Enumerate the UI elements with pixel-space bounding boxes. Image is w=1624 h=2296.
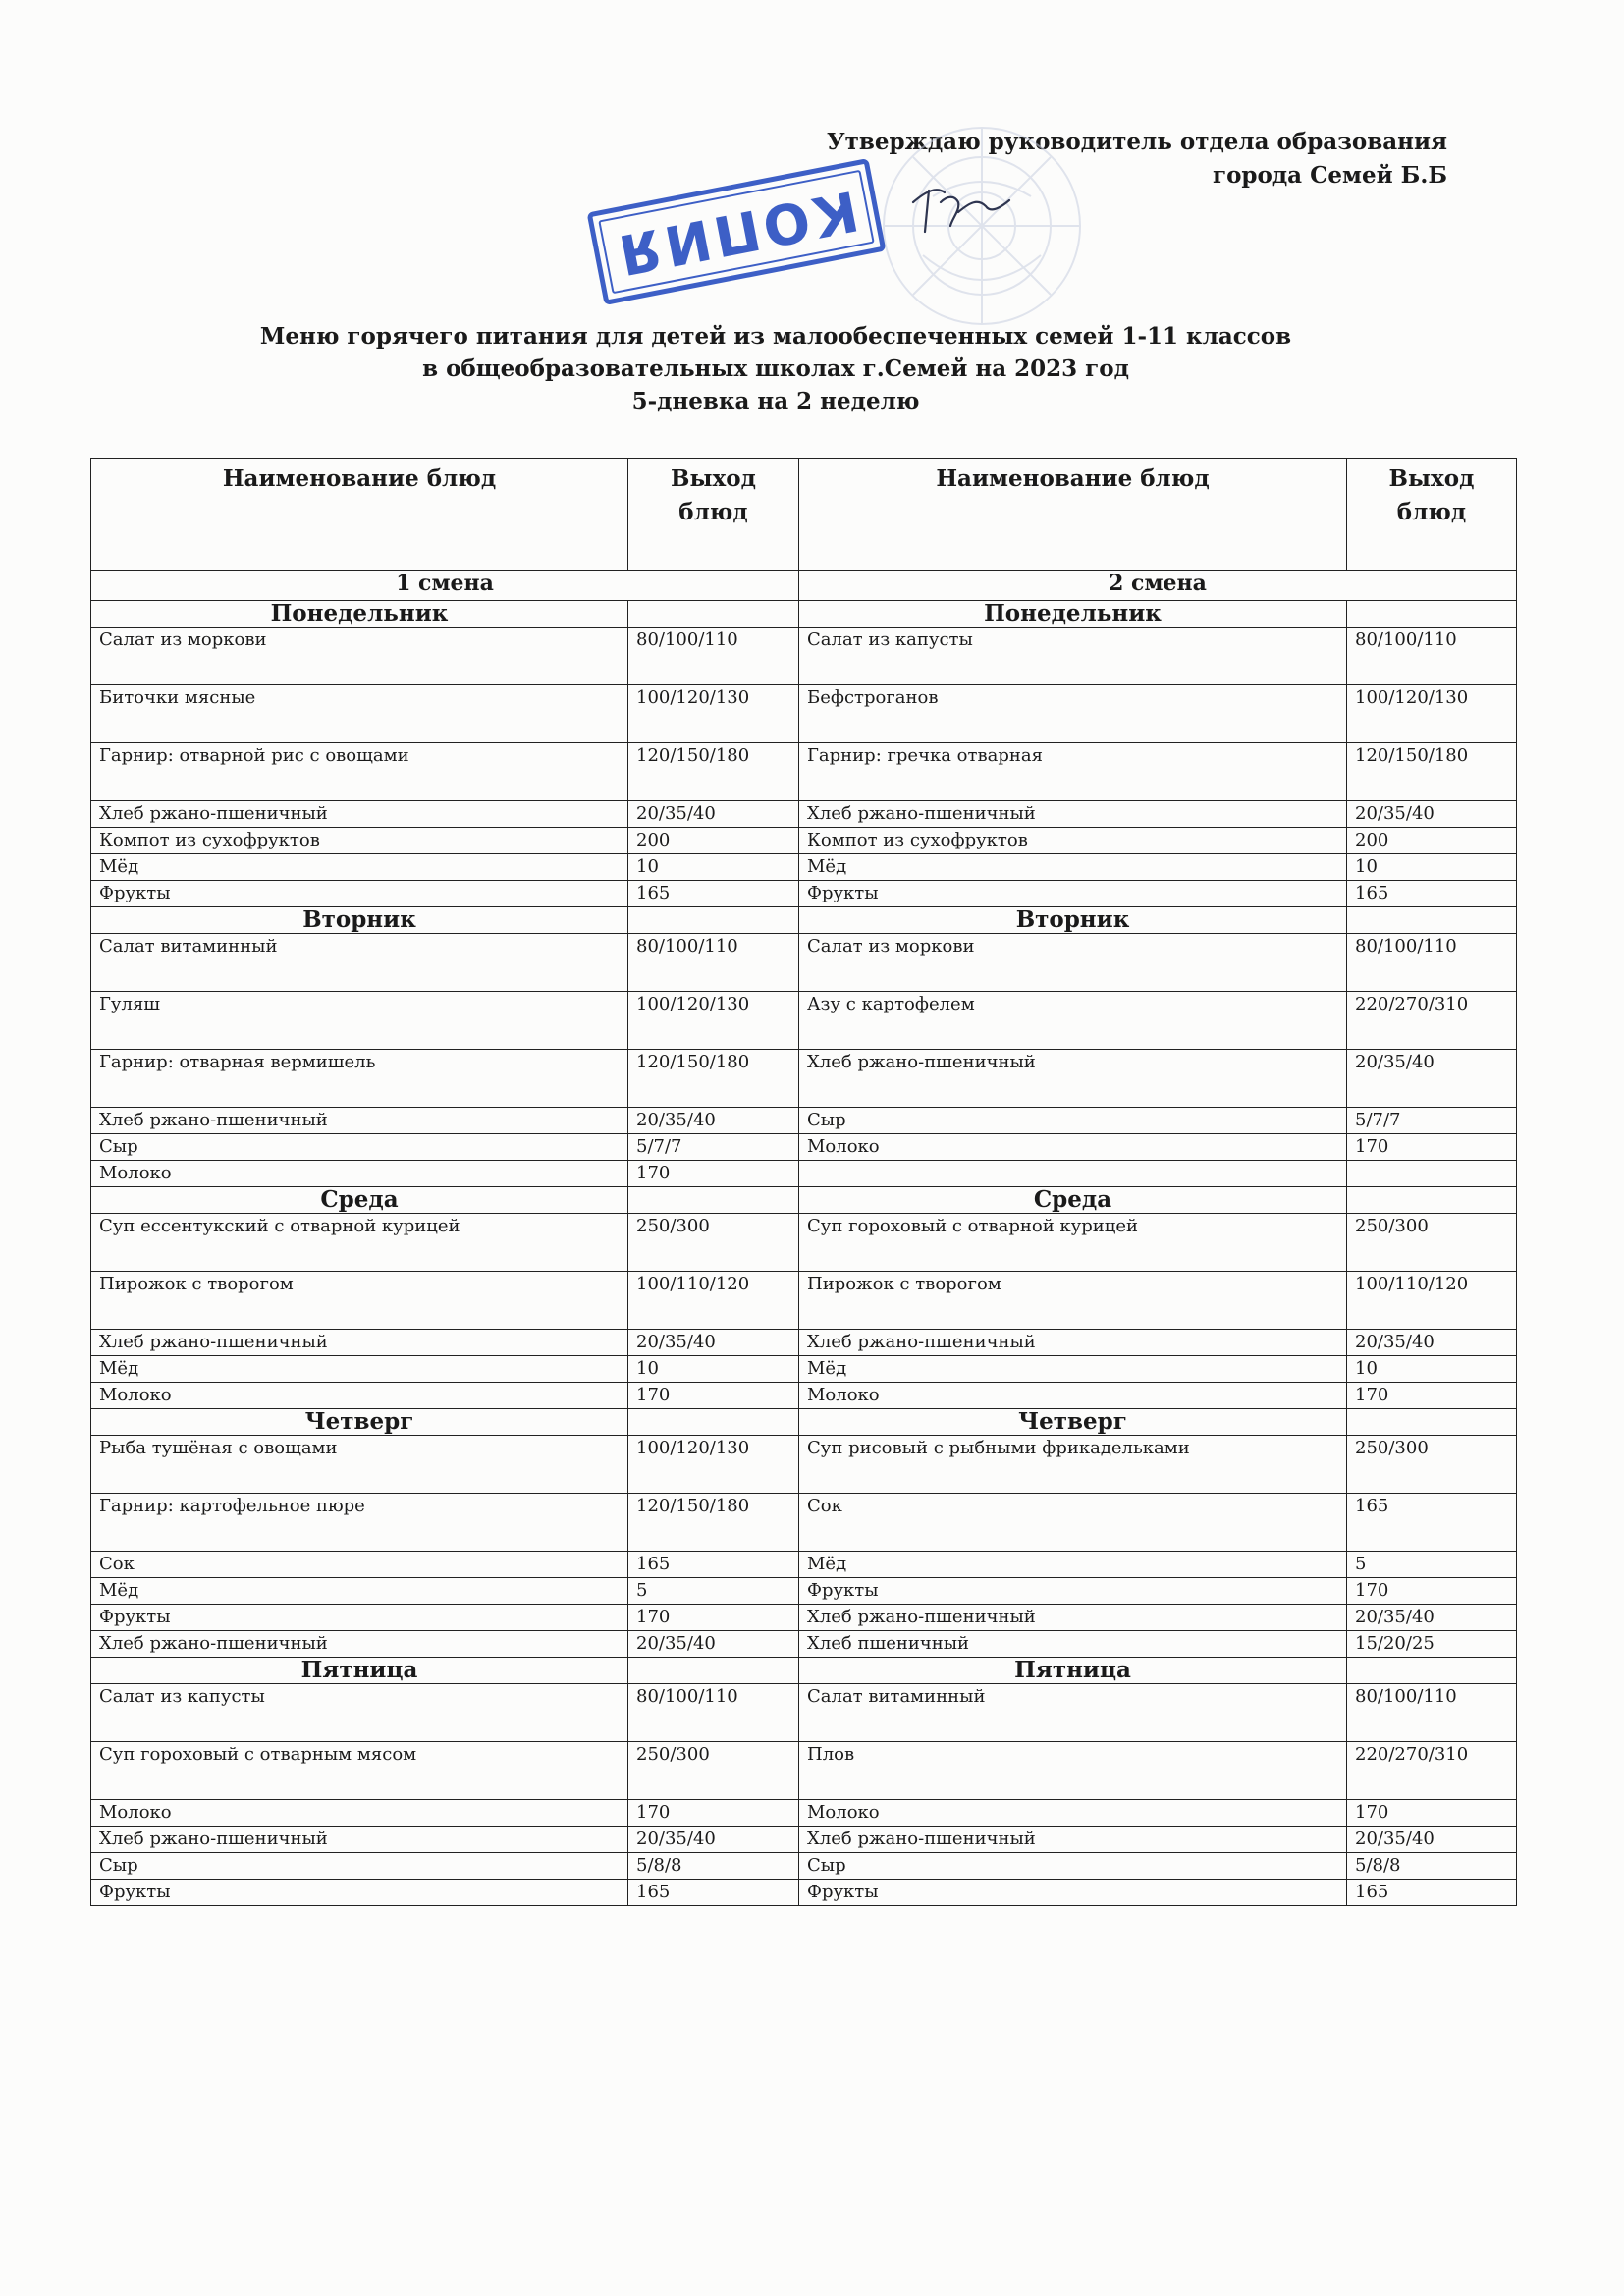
dish-yield-shift-2: 170 [1347, 1383, 1517, 1409]
dish-yield-shift-2: 80/100/110 [1347, 628, 1517, 685]
dish-yield-shift-1: 120/150/180 [628, 743, 799, 801]
table-row [91, 1631, 1517, 1658]
day-name-left: Среда [91, 1187, 628, 1214]
dish-name-shift-1: Хлеб ржано-пшеничный [91, 1330, 628, 1356]
dish-yield-shift-2: 250/300 [1347, 1214, 1517, 1272]
dish-name-shift-1: Салат витаминный [91, 934, 628, 992]
table-row [91, 1880, 1517, 1906]
dish-name-shift-1: Мёд [91, 1578, 628, 1605]
dish-name-shift-1: Фрукты [91, 1605, 628, 1631]
dish-yield-shift-2: 10 [1347, 854, 1517, 881]
dish-yield-shift-1: 5/8/8 [628, 1853, 799, 1880]
dish-name-shift-1: Суп ессентукский с отварной курицей [91, 1214, 628, 1272]
dish-yield-shift-1: 250/300 [628, 1214, 799, 1272]
dish-name-shift-2: Мёд [799, 1552, 1347, 1578]
table-row [91, 934, 1517, 992]
shift-row [91, 571, 1517, 601]
dish-name-shift-1: Хлеб ржано-пшеничный [91, 801, 628, 828]
dish-yield-shift-1: 80/100/110 [628, 934, 799, 992]
day-empty-cell [1347, 1409, 1517, 1436]
day-name-right: Пятница [799, 1658, 1347, 1684]
table-row [91, 1552, 1517, 1578]
dish-name-shift-2: Салат витаминный [799, 1684, 1347, 1742]
dish-yield-shift-1: 20/35/40 [628, 801, 799, 828]
dish-yield-shift-2: 10 [1347, 1356, 1517, 1383]
day-name-right: Четверг [799, 1409, 1347, 1436]
dish-name-shift-2: Гарнир: гречка отварная [799, 743, 1347, 801]
dish-yield-shift-1: 165 [628, 1880, 799, 1906]
day-empty-cell [1347, 601, 1517, 628]
dish-yield-shift-2: 80/100/110 [1347, 934, 1517, 992]
dish-yield-shift-2: 20/35/40 [1347, 1050, 1517, 1108]
dish-yield-shift-1: 100/110/120 [628, 1272, 799, 1330]
dish-yield-shift-1: 100/120/130 [628, 1436, 799, 1494]
table-row [91, 628, 1517, 685]
table-row [91, 1214, 1517, 1272]
table-row [91, 685, 1517, 743]
table-row [91, 854, 1517, 881]
dish-yield-shift-2: 100/120/130 [1347, 685, 1517, 743]
dish-yield-shift-1: 170 [628, 1383, 799, 1409]
dish-name-shift-1: Хлеб ржано-пшеничный [91, 1827, 628, 1853]
dish-yield-shift-2: 220/270/310 [1347, 1742, 1517, 1800]
dish-yield-shift-1: 80/100/110 [628, 628, 799, 685]
dish-yield-shift-2: 20/35/40 [1347, 801, 1517, 828]
dish-yield-shift-2: 220/270/310 [1347, 992, 1517, 1050]
dish-name-shift-1: Молоко [91, 1383, 628, 1409]
table-row [91, 1684, 1517, 1742]
table-row [91, 743, 1517, 801]
title-line-2: в общеобразовательных школах г.Семей на 2023 год [422, 355, 1129, 382]
dish-name-shift-1: Биточки мясные [91, 685, 628, 743]
dish-yield-shift-2: 200 [1347, 828, 1517, 854]
dish-yield-shift-1: 10 [628, 1356, 799, 1383]
day-row [91, 1187, 1517, 1214]
dish-name-shift-1: Салат из моркови [91, 628, 628, 685]
dish-yield-shift-2: 165 [1347, 1494, 1517, 1552]
day-row [91, 1409, 1517, 1436]
shift-2-label: 2 смена [799, 571, 1517, 601]
dish-yield-shift-2: 170 [1347, 1800, 1517, 1827]
dish-yield-shift-2: 165 [1347, 1880, 1517, 1906]
table-row [91, 1494, 1517, 1552]
table-row [91, 1161, 1517, 1187]
header-yield-2: Выход блюд [1347, 459, 1517, 571]
dish-name-shift-2: Фрукты [799, 1880, 1347, 1906]
day-empty-cell [1347, 1658, 1517, 1684]
table-row [91, 1383, 1517, 1409]
dish-name-shift-1: Сыр [91, 1134, 628, 1161]
dish-name-shift-2: Молоко [799, 1383, 1347, 1409]
dish-name-shift-1: Компот из сухофруктов [91, 828, 628, 854]
table-row [91, 1853, 1517, 1880]
table-row [91, 1436, 1517, 1494]
dish-name-shift-2: Хлеб ржано-пшеничный [799, 801, 1347, 828]
table-row [91, 1605, 1517, 1631]
dish-name-shift-1: Гарнир: отварной рис с овощами [91, 743, 628, 801]
title-line-3: 5-дневка на 2 неделю [631, 388, 920, 414]
dish-yield-shift-1: 100/120/130 [628, 992, 799, 1050]
dish-yield-shift-1: 80/100/110 [628, 1684, 799, 1742]
copy-stamp [587, 158, 887, 305]
dish-name-shift-2: Салат из капусты [799, 628, 1347, 685]
dish-yield-shift-1: 20/35/40 [628, 1631, 799, 1658]
table-row [91, 1134, 1517, 1161]
day-name-left: Четверг [91, 1409, 628, 1436]
dish-name-shift-2: Компот из сухофруктов [799, 828, 1347, 854]
dish-name-shift-2: Фрукты [799, 1578, 1347, 1605]
table-row [91, 1578, 1517, 1605]
dish-name-shift-2: Хлеб ржано-пшеничный [799, 1827, 1347, 1853]
dish-yield-shift-1: 120/150/180 [628, 1494, 799, 1552]
dish-name-shift-2: Азу с картофелем [799, 992, 1347, 1050]
dish-name-shift-2: Салат из моркови [799, 934, 1347, 992]
dish-yield-shift-2: 165 [1347, 881, 1517, 907]
dish-name-shift-2: Фрукты [799, 881, 1347, 907]
page-title [0, 320, 1551, 417]
dish-yield-shift-1: 5/7/7 [628, 1134, 799, 1161]
dish-name-shift-2: Сыр [799, 1853, 1347, 1880]
dish-yield-shift-2: 120/150/180 [1347, 743, 1517, 801]
dish-name-shift-1: Фрукты [91, 1880, 628, 1906]
table-row [91, 992, 1517, 1050]
dish-name-shift-2: Хлеб ржано-пшеничный [799, 1605, 1347, 1631]
dish-yield-shift-1: 20/35/40 [628, 1827, 799, 1853]
table-row [91, 1827, 1517, 1853]
dish-name-shift-2: Молоко [799, 1800, 1347, 1827]
day-row [91, 1658, 1517, 1684]
table-row [91, 1800, 1517, 1827]
dish-yield-shift-1: 10 [628, 854, 799, 881]
day-name-left: Пятница [91, 1658, 628, 1684]
dish-name-shift-2: Бефстроганов [799, 685, 1347, 743]
dish-yield-shift-2: 170 [1347, 1578, 1517, 1605]
table-row [91, 1108, 1517, 1134]
dish-name-shift-2: Мёд [799, 854, 1347, 881]
header-dish-1: Наименование блюд [91, 459, 628, 571]
dish-name-shift-2: Плов [799, 1742, 1347, 1800]
dish-name-shift-2: Мёд [799, 1356, 1347, 1383]
dish-yield-shift-2: 20/35/40 [1347, 1330, 1517, 1356]
dish-name-shift-1: Хлеб ржано-пшеничный [91, 1631, 628, 1658]
table-row [91, 801, 1517, 828]
day-empty-cell [628, 907, 799, 934]
day-empty-cell [628, 1187, 799, 1214]
dish-name-shift-1: Гарнир: картофельное пюре [91, 1494, 628, 1552]
dish-yield-shift-1: 170 [628, 1161, 799, 1187]
dish-yield-shift-2: 170 [1347, 1134, 1517, 1161]
dish-name-shift-1: Хлеб ржано-пшеничный [91, 1108, 628, 1134]
dish-yield-shift-1: 200 [628, 828, 799, 854]
table-row [91, 1330, 1517, 1356]
dish-name-shift-1: Рыба тушёная с овощами [91, 1436, 628, 1494]
day-empty-cell [628, 1409, 799, 1436]
table-row [91, 1050, 1517, 1108]
table-row [91, 881, 1517, 907]
dish-yield-shift-1: 20/35/40 [628, 1108, 799, 1134]
dish-yield-shift-1: 100/120/130 [628, 685, 799, 743]
dish-name-shift-1: Гуляш [91, 992, 628, 1050]
dish-yield-shift-2: 15/20/25 [1347, 1631, 1517, 1658]
signature-icon [907, 173, 1015, 242]
dish-yield-shift-1: 165 [628, 881, 799, 907]
dish-yield-shift-2: 5/8/8 [1347, 1853, 1517, 1880]
title-line-1: Меню горячего питания для детей из малообеспеченных семей 1-11 классов [259, 323, 1292, 350]
table-header-row [91, 459, 1517, 571]
dish-yield-shift-2: 20/35/40 [1347, 1827, 1517, 1853]
dish-name-shift-1: Пирожок с творогом [91, 1272, 628, 1330]
dish-yield-shift-1: 165 [628, 1552, 799, 1578]
dish-name-shift-1: Гарнир: отварная вермишель [91, 1050, 628, 1108]
dish-name-shift-2: Сыр [799, 1108, 1347, 1134]
dish-yield-shift-2: 250/300 [1347, 1436, 1517, 1494]
dish-yield-shift-1: 250/300 [628, 1742, 799, 1800]
day-empty-cell [628, 601, 799, 628]
day-row [91, 907, 1517, 934]
dish-name-shift-2: Суп рисовый с рыбными фрикадельками [799, 1436, 1347, 1494]
dish-yield-shift-1: 120/150/180 [628, 1050, 799, 1108]
dish-yield-shift-2: 5/7/7 [1347, 1108, 1517, 1134]
day-name-right: Понедельник [799, 601, 1347, 628]
dish-name-shift-1: Фрукты [91, 881, 628, 907]
dish-name-shift-2: Суп гороховый с отварной курицей [799, 1214, 1347, 1272]
dish-name-shift-1: Молоко [91, 1800, 628, 1827]
table-row [91, 828, 1517, 854]
header-yield-1: Выход блюд [628, 459, 799, 571]
day-empty-cell [628, 1658, 799, 1684]
dish-yield-shift-1: 5 [628, 1578, 799, 1605]
day-name-left: Понедельник [91, 601, 628, 628]
day-name-right: Вторник [799, 907, 1347, 934]
dish-yield-shift-2 [1347, 1161, 1517, 1187]
dish-name-shift-1: Сок [91, 1552, 628, 1578]
dish-name-shift-1: Суп гороховый с отварным мясом [91, 1742, 628, 1800]
dish-name-shift-1: Сыр [91, 1853, 628, 1880]
day-empty-cell [1347, 1187, 1517, 1214]
dish-name-shift-2: Пирожок с творогом [799, 1272, 1347, 1330]
header-dish-2: Наименование блюд [799, 459, 1347, 571]
dish-name-shift-2: Сок [799, 1494, 1347, 1552]
approval-line-1: Утверждаю руководитель отдела образования [827, 129, 1447, 155]
approval-line-2: города Семей Б.Б [1212, 162, 1447, 189]
dish-name-shift-1: Молоко [91, 1161, 628, 1187]
dish-yield-shift-1: 20/35/40 [628, 1330, 799, 1356]
day-name-right: Среда [799, 1187, 1347, 1214]
dish-name-shift-2: Хлеб ржано-пшеничный [799, 1050, 1347, 1108]
table-row [91, 1742, 1517, 1800]
dish-name-shift-2: Хлеб ржано-пшеничный [799, 1330, 1347, 1356]
dish-yield-shift-2: 100/110/120 [1347, 1272, 1517, 1330]
dish-yield-shift-2: 5 [1347, 1552, 1517, 1578]
dish-name-shift-1: Мёд [91, 1356, 628, 1383]
dish-yield-shift-1: 170 [628, 1800, 799, 1827]
dish-name-shift-1: Мёд [91, 854, 628, 881]
menu-table [90, 458, 1517, 1906]
day-name-left: Вторник [91, 907, 628, 934]
dish-name-shift-1: Салат из капусты [91, 1684, 628, 1742]
dish-yield-shift-2: 80/100/110 [1347, 1684, 1517, 1742]
stamp-text: КОПИЯ [609, 177, 864, 287]
table-row [91, 1356, 1517, 1383]
day-empty-cell [1347, 907, 1517, 934]
dish-name-shift-2: Молоко [799, 1134, 1347, 1161]
table-row [91, 1272, 1517, 1330]
dish-name-shift-2 [799, 1161, 1347, 1187]
dish-name-shift-2: Хлеб пшеничный [799, 1631, 1347, 1658]
day-row [91, 601, 1517, 628]
dish-yield-shift-2: 20/35/40 [1347, 1605, 1517, 1631]
dish-yield-shift-1: 170 [628, 1605, 799, 1631]
shift-1-label: 1 смена [91, 571, 799, 601]
